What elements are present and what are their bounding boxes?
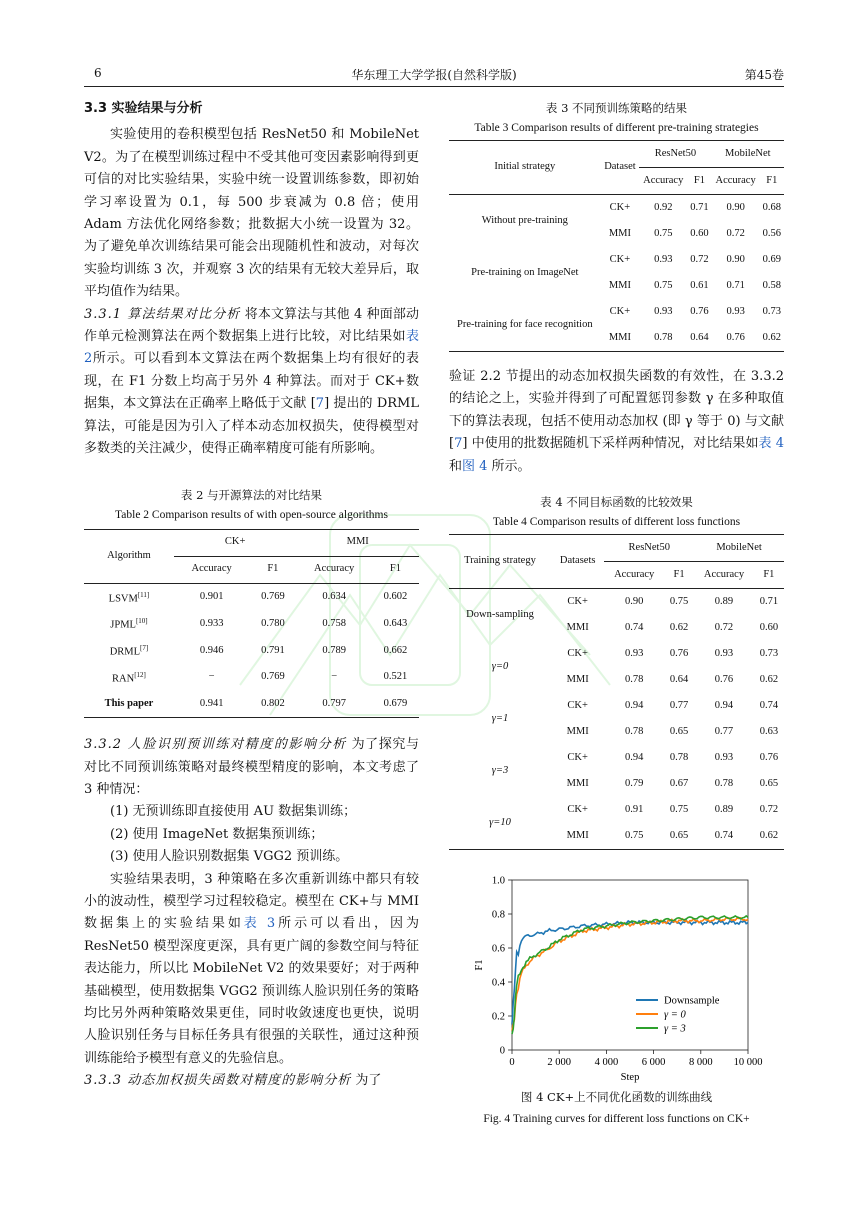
table-cell: γ=0 <box>491 660 509 672</box>
table3-link[interactable]: 表 3 <box>243 916 276 932</box>
table-cell: 0.758 <box>322 617 346 629</box>
table-cell: CK+ <box>609 253 631 265</box>
table-cell: 0.93 <box>654 253 673 265</box>
table3-subheader: F1 <box>693 174 705 186</box>
table-cell: 0.93 <box>726 305 745 317</box>
text: 为了探究与对比不同预训练策略对最终模型精度的影响，本文考虑了 3 种情况： <box>84 737 419 797</box>
table-cell: 0.65 <box>669 829 689 841</box>
table2-subheader: Accuracy <box>314 563 355 575</box>
table-row <box>449 589 784 616</box>
text: 和 <box>449 458 463 474</box>
x-tick-label: 8 000 <box>688 1057 713 1068</box>
text: 所示可以看出，因为 ResNet50 模型深度更深，具有更广阔的参数空间与特征表达能力，所以比 MobileNet V2 的效果要好；对于两种基础模型，使用数据集 VGG2 预训练人脸识别任务的策略均比另外两种策略效果更佳，同时收敛速度也更快，说明人脸识别任务与目标任务具有很强的关联性，通过这种预训练能给予模型有意义的先验信息。 <box>84 916 419 1066</box>
table-cell: 0.74 <box>624 621 644 633</box>
legend-label: Downsample <box>664 995 720 1007</box>
table3-subheader: Accuracy <box>643 174 684 186</box>
table-cell: 0.769 <box>261 671 285 683</box>
table-cell: CK+ <box>609 201 631 213</box>
table-cell: 0.94 <box>624 699 644 711</box>
table-cell: DRML <box>109 646 141 658</box>
y-tick-label: 0.8 <box>491 909 505 921</box>
table-cell: − <box>331 671 338 683</box>
table-cell: 0.58 <box>762 279 782 291</box>
list-item: (3) 使用人脸识别数据集 VGG2 预训练。 <box>110 849 349 865</box>
journal-title: 华东理工大学学报(自然科学版) <box>351 68 517 82</box>
table2-subheader: F1 <box>389 563 401 575</box>
fig4-caption-cn: 图 4 CK+上不同优化函数的训练曲线 <box>520 1090 713 1104</box>
table3-header: ResNet50 <box>639 141 711 168</box>
table-cell: 0.56 <box>762 227 782 239</box>
table-cell: 0.91 <box>624 803 644 815</box>
x-tick-label: 4 000 <box>594 1057 619 1068</box>
legend-label: γ = 3 <box>664 1023 686 1035</box>
table-cell: 0.76 <box>669 647 689 659</box>
table4-header: ResNet50 <box>604 535 694 562</box>
text: 验证 2.2 节提出的动态加权损失函数的有效性，在 3.3.2 的结论之上，实验并得到了可配置惩罚参数 γ 在多种取值下的算法表现，包括不使用动态加权 (即 γ 等于 0) 与文献 [ <box>449 369 784 452</box>
table-cell: 0.94 <box>714 699 734 711</box>
table-cell: 0.75 <box>654 279 673 291</box>
table-row <box>449 641 784 667</box>
table-cell: 0.63 <box>759 725 779 737</box>
table-cell: 0.78 <box>669 751 689 763</box>
table-row <box>449 797 784 823</box>
table-cell: − <box>208 671 215 683</box>
table2-header: MMI <box>296 529 419 556</box>
y-tick-label: 0.4 <box>491 977 505 989</box>
text: 所示。可以看到本文算法在两个数据集上均有很好的表现，在 F1 分数上均高于另外 4 种算法。而对于 CK+数据集，本文算法在正确率上略低于文献 [ <box>84 351 419 412</box>
y-tick-label: 0.6 <box>491 943 505 955</box>
header-rule <box>84 86 784 87</box>
page-header <box>84 62 784 84</box>
paragraph-results <box>84 869 419 1071</box>
ref-link[interactable]: 7 <box>315 396 325 412</box>
table-cell: MMI <box>566 725 589 737</box>
table-cell: MMI <box>566 777 589 789</box>
text: 为了 <box>355 1073 382 1089</box>
table-cell: 0.64 <box>690 331 709 343</box>
subsection-333-title: 3.3.3 动态加权损失函数对精度的影响分析 <box>84 1073 352 1089</box>
table4 <box>449 534 784 850</box>
volume-label: 第45卷 <box>744 68 784 82</box>
left-column <box>84 98 419 1093</box>
legend-label: γ = 0 <box>664 1009 686 1021</box>
table-cell: 0.92 <box>654 201 673 213</box>
table-cell: 0.64 <box>669 673 689 685</box>
table-cell: 0.521 <box>383 671 408 683</box>
y-tick-label: 0 <box>499 1045 505 1057</box>
text: 实验结果表明，3 种策略在多次重新训练中都只有较小的波动性，模型学习过程较稳定。模型在 CK+与 MMI 数据集上的实验结果如 <box>84 871 419 932</box>
table-cell: 0.78 <box>624 673 644 685</box>
subsection-332-title: 3.3.2 人脸识别预训练对精度的影响分析 <box>84 737 347 753</box>
table-cell: LSVM <box>108 593 138 604</box>
table2-caption-en: Table 2 Comparison results of with open-source algorithms <box>115 508 388 521</box>
table-cell: 0.77 <box>669 699 689 711</box>
training-curve-chart <box>470 868 770 1088</box>
right-column <box>449 98 784 850</box>
table-cell: Down-sampling <box>466 608 534 620</box>
ref-sup: [7] <box>140 644 149 653</box>
table-cell: 0.72 <box>714 621 734 633</box>
table4-subheader: F1 <box>673 568 685 580</box>
fig4-caption-en: Fig. 4 Training curves for different loss functions on CK+ <box>483 1113 750 1125</box>
table4-link[interactable]: 表 4 <box>758 436 784 452</box>
table-cell: 0.75 <box>669 803 689 815</box>
x-axis-label: Step <box>620 1072 640 1083</box>
table-cell: 0.72 <box>726 227 745 239</box>
table-cell: CK+ <box>567 699 588 711</box>
table4-header: Training strategy <box>449 535 551 589</box>
table-cell: JPML <box>110 619 136 631</box>
table-cell: Pre-training on ImageNet <box>471 266 579 278</box>
text: ] 中使用的批数据随机下采样两种情况，对比结果如 <box>462 436 759 452</box>
x-tick-label: 0 <box>509 1057 515 1068</box>
paragraph-331 <box>84 304 419 461</box>
table-cell: 0.76 <box>726 331 745 343</box>
table-row <box>84 691 419 718</box>
table-cell: CK+ <box>567 647 588 659</box>
table-cell: Pre-training for face recognition <box>449 299 601 352</box>
list-item: (2) 使用 ImageNet 数据集预训练； <box>110 826 324 842</box>
series-line <box>512 921 748 1025</box>
table-row <box>449 745 784 771</box>
table-row <box>84 583 419 610</box>
table3-subheader: Accuracy <box>715 174 756 186</box>
table-cell: 0.73 <box>762 305 782 317</box>
table-cell: 0.78 <box>714 777 734 789</box>
table4-subheader: Accuracy <box>614 568 655 580</box>
series-line <box>512 918 748 1031</box>
table-cell: 0.602 <box>383 590 408 602</box>
table-row <box>84 610 419 637</box>
table2-subheader: F1 <box>267 563 279 575</box>
table-cell: 0.78 <box>654 331 673 343</box>
table-cell: 0.946 <box>199 644 224 656</box>
table-cell: 0.901 <box>199 590 224 602</box>
table2 <box>84 529 419 719</box>
table3-header: Dataset <box>601 141 640 195</box>
table-cell: This paper <box>104 697 154 709</box>
table4-subheader: Accuracy <box>703 568 745 580</box>
table3-header: MobileNet <box>712 141 784 168</box>
table-cell: 0.90 <box>726 201 745 213</box>
table2-caption-cn: 表 2 与开源算法的对比结果 <box>180 487 323 502</box>
ref-sup: [10] <box>135 617 148 626</box>
table4-subheader: F1 <box>763 568 775 580</box>
table-cell: 0.71 <box>726 279 745 291</box>
table-cell: 0.65 <box>669 725 689 737</box>
paragraph-333 <box>84 1070 419 1092</box>
table-cell: 0.90 <box>624 595 644 607</box>
table-cell: 0.61 <box>690 279 709 291</box>
table-cell: 0.791 <box>261 644 285 656</box>
figure-4 <box>470 868 770 1088</box>
table-cell: 0.60 <box>759 621 779 633</box>
table-cell: 0.69 <box>762 253 782 265</box>
table-cell: CK+ <box>609 305 631 317</box>
table2-header: Algorithm <box>84 529 174 583</box>
table-cell: MMI <box>566 621 589 633</box>
x-tick-label: 10 000 <box>733 1057 763 1068</box>
text: ] 提出的 DRML 算法，可能是因为引入了样本动态加权损失，使得模型对多数类的关注减少，使得正确率精度可能有所影响。 <box>84 396 419 457</box>
ref-sup: [12] <box>134 671 146 680</box>
table4-caption-en: Table 4 Comparison results of different loss functions <box>492 516 741 529</box>
table-cell: 0.797 <box>322 697 346 709</box>
table-cell: 0.72 <box>690 253 709 265</box>
page-number: 6 <box>94 66 102 80</box>
table-cell: 0.662 <box>383 644 408 656</box>
table-cell: 0.89 <box>714 803 734 815</box>
table-cell: 0.933 <box>199 617 224 629</box>
table-cell: γ=10 <box>449 797 551 850</box>
table-cell: 0.65 <box>759 777 779 789</box>
x-tick-label: 2 000 <box>547 1057 572 1068</box>
table-cell: 0.76 <box>714 673 734 685</box>
table-cell: 0.71 <box>759 595 779 607</box>
table-cell: 0.73 <box>759 647 779 659</box>
table-cell: 0.62 <box>759 829 779 841</box>
x-tick-label: 6 000 <box>641 1057 666 1068</box>
table4-header: MobileNet <box>694 535 784 562</box>
series-line <box>512 916 748 1034</box>
table-cell: γ=1 <box>491 712 509 724</box>
table-cell: 0.802 <box>261 697 285 709</box>
table-row <box>84 637 419 664</box>
list-item: (1) 无预训练即直接使用 AU 数据集训练； <box>110 804 357 820</box>
table-cell: 0.71 <box>690 201 709 213</box>
table2-link[interactable]: 表 2 <box>84 329 419 367</box>
table-cell: 0.679 <box>383 697 408 709</box>
table-cell: 0.62 <box>759 673 779 685</box>
table2-subheader: Accuracy <box>191 563 232 575</box>
table-cell: γ=3 <box>491 764 509 776</box>
table-cell: MMI <box>608 331 632 343</box>
table-cell: 0.789 <box>322 644 346 656</box>
table-cell: CK+ <box>567 751 588 763</box>
table-cell: 0.93 <box>624 647 644 659</box>
table-cell: 0.72 <box>759 803 779 815</box>
table3-subheader: F1 <box>766 174 778 186</box>
table-cell: 0.75 <box>669 595 689 607</box>
table3 <box>449 140 784 352</box>
table-cell: 0.62 <box>762 331 782 343</box>
table-cell: CK+ <box>567 595 588 607</box>
table4-header: Datasets <box>551 535 604 589</box>
table-cell: 0.79 <box>624 777 644 789</box>
fig4-link[interactable]: 图 4 <box>462 458 488 474</box>
ref-sup: [11] <box>137 590 150 599</box>
y-tick-label: 0.2 <box>491 1011 505 1023</box>
table-cell: 0.643 <box>383 617 408 629</box>
table-cell: 0.77 <box>714 725 734 737</box>
table-cell: RAN <box>112 673 135 685</box>
table-cell: 0.75 <box>654 227 673 239</box>
table-cell: 0.93 <box>654 305 673 317</box>
table-row <box>449 247 784 273</box>
table-cell: 0.62 <box>669 621 689 633</box>
table-cell: 0.68 <box>762 201 782 213</box>
table-cell: 0.75 <box>624 829 644 841</box>
table-cell: 0.769 <box>261 590 285 602</box>
table-cell: MMI <box>608 227 632 239</box>
table-cell: 0.78 <box>624 725 644 737</box>
section-title: 3.3 实验结果与分析 <box>84 101 203 116</box>
table-cell: 0.76 <box>690 305 709 317</box>
table-cell: MMI <box>566 829 589 841</box>
table-cell: 0.93 <box>714 751 734 763</box>
subsection-331-title: 3.3.1 算法结果对比分析 <box>84 306 241 322</box>
table4-caption-cn: 表 4 不同目标函数的比较效果 <box>540 495 693 510</box>
table-cell: 0.67 <box>669 777 689 789</box>
table-row <box>449 299 784 325</box>
table-cell: 0.94 <box>624 751 644 763</box>
paragraph-332 <box>84 734 419 801</box>
table3-caption-en: Table 3 Comparison results of different pre-training strategies <box>474 122 759 134</box>
table-cell: MMI <box>608 279 632 291</box>
text: 将本文算法与其他 4 种面部动作单元检测算法在两个数据集上进行比较，对比结果如 <box>84 306 419 345</box>
paragraph-setup: 实验使用的卷积模型包括 ResNet50 和 MobileNet V2。为了在模型训练过程中不受其他可变因素影响得到更可信的对比实验结果，实验中统一设置训练参数，即初始学习率设置为 0.1，每 500 步衰减为 0.8 倍；使用 Adam 方法优化网络参数；批数据大小统一设置为 32。为了避免单次训练结果可能会出现随机性和波动，对每次实验均训练 3 次，并观察 3 次的结果有无较大差异后，取平均值作为结果。 <box>84 127 419 300</box>
plot-frame <box>512 880 748 1050</box>
table-cell: 0.93 <box>714 647 734 659</box>
table-cell: 0.780 <box>261 617 285 629</box>
table3-header: Initial strategy <box>449 141 601 195</box>
table-cell: 0.634 <box>322 590 346 602</box>
table-cell: 0.90 <box>726 253 745 265</box>
y-axis-label: F1 <box>474 959 485 971</box>
ref-link[interactable]: 7 <box>454 436 463 452</box>
y-tick-label: 1.0 <box>491 875 505 887</box>
table-cell: Without pre-training <box>481 214 568 226</box>
table3-caption-cn: 表 3 不同预训练策略的结果 <box>545 101 688 115</box>
paragraph-333-cont <box>449 366 784 478</box>
table-cell: MMI <box>566 673 589 685</box>
table-cell: CK+ <box>567 803 588 815</box>
text: 所示。 <box>487 458 531 474</box>
table-cell: 0.76 <box>759 751 779 763</box>
table-cell: 0.74 <box>714 829 734 841</box>
table-cell: 0.60 <box>690 227 709 239</box>
table-row <box>449 693 784 719</box>
table2-header: CK+ <box>174 529 297 556</box>
table-cell: 0.941 <box>199 697 224 709</box>
table-cell: 0.74 <box>759 699 779 711</box>
table-row <box>84 664 419 691</box>
table-cell: 0.89 <box>714 595 734 607</box>
table-row <box>449 195 784 222</box>
